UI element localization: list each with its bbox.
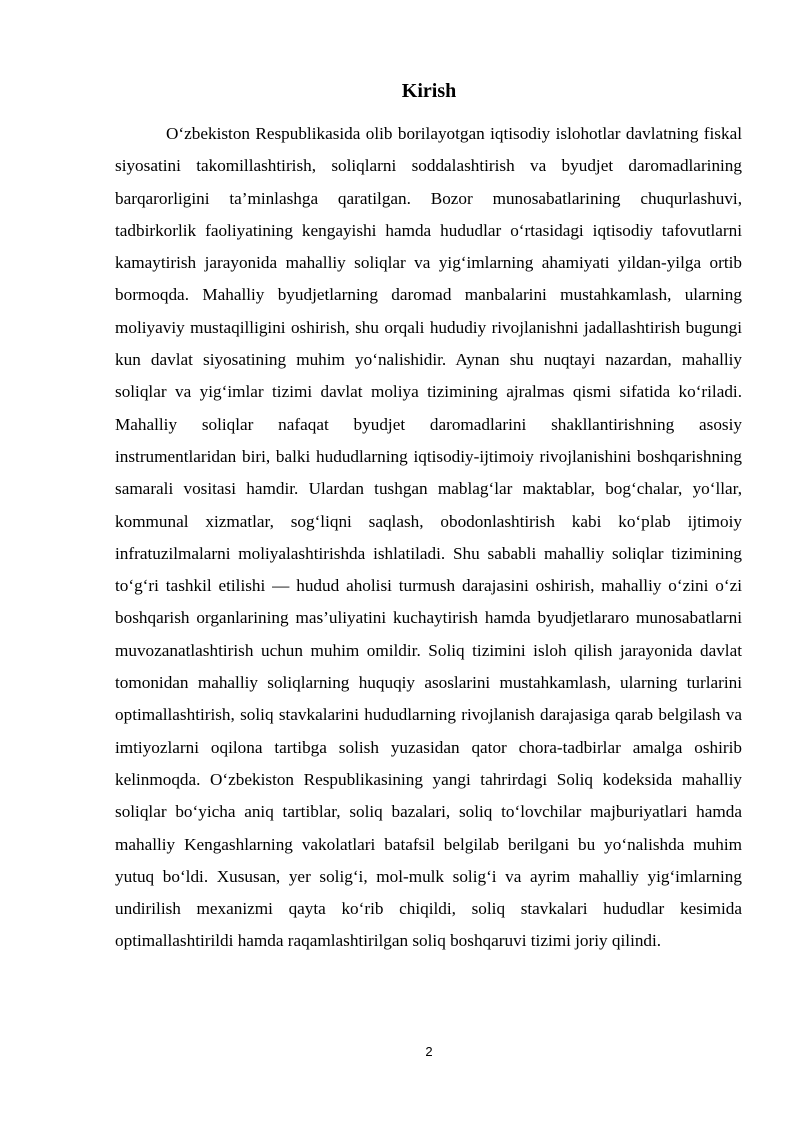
page-title: Kirish (401, 80, 457, 102)
body-paragraph: O‘zbekiston Respublikasida olib borilayotgan iqtisodiy islohotlar davlatning fiskal siyosatini takomillashtirish, soliqlarni soddalashtirish va byudjet daromadlarining barqarorligini ta’minlashga qaratilgan. Bozor munosabatlarining chuqurlashuvi, tadbirkorlik faoliyatining kengayishi hamda hududlar o‘rtasidagi iqtisodiy tafovutlarni kamaytirish jarayonida mahalliy soliqlar va yig‘imlarning ahamiyati yildan-yilga ortib bormoqda. Mahalliy byudjetlarning daromad manbalarini mustahkamlash, ularning moliyaviy mustaqilligini oshirish, shu orqali hududiy rivojlanishni jadallashtirish bugungi kun davlat siyosatining muhim yo‘nalishidir. Aynan shu nuqtayi nazardan, mahalliy soliqlar va yig‘imlar tizimi davlat moliya tizimining ajralmas qismi sifatida ko‘riladi. Mahalliy soliqlar nafaqat byudjet daromadlarini shakllantirishning asosiy instrumentlaridan biri, balki hududlarning iqtisodiy-ijtimoiy rivojlanishini boshqarishning samarali vositasi hamdir. Ulardan tushgan mablag‘lar maktablar, bog‘chalar, yo‘llar, kommunal xizmatlar, sog‘liqni saqlash, obodonlashtirish kabi ko‘plab ijtimoiy infratuzilmalarni moliyalashtirishda ishlatiladi. Shu sababli mahalliy soliqlar tizimining to‘g‘ri tashkil etilishi — hudud aholisi turmush darajasini oshirish, mahalliy o‘zini o‘zi boshqarish organlarining mas’uliyatini kuchaytirish hamda byudjetlararo munosabatlarni muvozanatlashtirish uchun muhim omildir. Soliq tizimini isloh qilish jarayonida davlat tomonidan mahalliy soliqlarning huquqiy asoslarini mustahkamlash, ularning turlarini optimallashtirish, soliq stavkalarini hududlarning rivojlanish darajasiga qarab belgilash va imtiyozlarni oqilona tartibga solish yuzasidan qator chora-tadbirlar amalga oshirib kelinmoqda. O‘zbekiston Respublikasining yangi tahrirdagi Soliq kodeksida mahalliy soliqlar bo‘yicha aniq tartiblar, soliq bazalari, soliq to‘lovchilar majburiyatlari hamda mahalliy Kengashlarning vakolatlari batafsil belgilab berilgani bu yo‘nalishda muhim yutuq bo‘ldi. Xususan, yer solig‘i, mol-mulk solig‘i va ayrim mahalliy yig‘imlarning undirilish mexanizmi qayta ko‘rib chiqildi, soliq stavkalari hududlar kesimida optimallashtirildi hamda raqamlashtirilgan soliq boshqaruvi tizimi joriy qilindi. (115, 124, 742, 951)
page-number: 2 (425, 1044, 433, 1059)
